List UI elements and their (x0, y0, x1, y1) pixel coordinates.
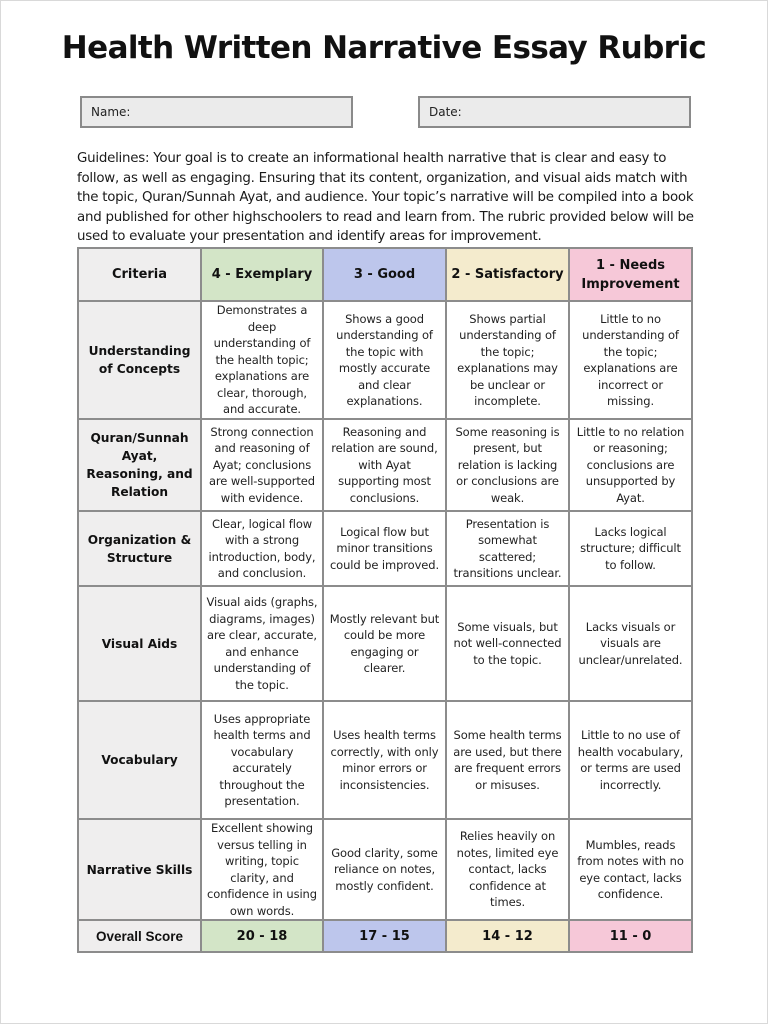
cell-satisfactory: Shows partial understanding of the topic; explanations may be unclear or incomplete. (446, 301, 569, 419)
cell-needs-improvement: Lacks logical structure; difficult to follow. (569, 511, 692, 586)
cell-satisfactory: Some reasoning is present, but relation is lacking or conclusions are weak. (446, 419, 569, 511)
criterion-organization: Organization & Structure (78, 511, 201, 586)
cell-satisfactory: Some health terms are used, but there are frequent errors or misuses. (446, 701, 569, 819)
cell-good: Mostly relevant but could be more engaging or clearer. (323, 586, 446, 701)
header-criteria: Criteria (78, 248, 201, 301)
cell-good: Logical flow but minor transitions could be improved. (323, 511, 446, 586)
criterion-quran-sunnah: Quran/Sunnah Ayat, Reasoning, and Relation (78, 419, 201, 511)
table-row (78, 586, 692, 701)
table-row (78, 701, 692, 819)
score-needs-improvement: 11 - 0 (569, 920, 692, 952)
table-row (78, 511, 692, 586)
header-satisfactory: 2 - Satisfactory (446, 248, 569, 301)
score-good: 17 - 15 (323, 920, 446, 952)
rubric-table (77, 247, 693, 953)
cell-needs-improvement: Little to no use of health vocabulary, or terms are used incorrectly. (569, 701, 692, 819)
cell-exemplary: Strong connection and reasoning of Ayat; conclusions are well-supported with evidence. (201, 419, 323, 511)
cell-exemplary: Excellent showing versus telling in writing, topic clarity, and confidence in using own words. (201, 819, 323, 920)
score-exemplary: 20 - 18 (201, 920, 323, 952)
table-row (78, 819, 692, 920)
criterion-narrative-skills: Narrative Skills (78, 819, 201, 920)
criterion-understanding: Understanding of Concepts (78, 301, 201, 419)
cell-good: Good clarity, some reliance on notes, mostly confident. (323, 819, 446, 920)
cell-exemplary: Demonstrates a deep understanding of the health topic; explanations are clear, thorough, and accurate. (201, 301, 323, 419)
cell-exemplary: Uses appropriate health terms and vocabulary accurately throughout the presentation. (201, 701, 323, 819)
name-field[interactable]: Name: (80, 96, 353, 128)
table-row (78, 419, 692, 511)
cell-good: Shows a good understanding of the topic with mostly accurate and clear explanations. (323, 301, 446, 419)
criterion-visual-aids: Visual Aids (78, 586, 201, 701)
overall-score-label: Overall Score (78, 920, 201, 952)
header-good: 3 - Good (323, 248, 446, 301)
cell-needs-improvement: Little to no understanding of the topic; explanations are incorrect or missing. (569, 301, 692, 419)
cell-needs-improvement: Lacks visuals or visuals are unclear/unrelated. (569, 586, 692, 701)
criterion-vocabulary: Vocabulary (78, 701, 201, 819)
cell-satisfactory: Some visuals, but not well-connected to the topic. (446, 586, 569, 701)
cell-needs-improvement: Mumbles, reads from notes with no eye contact, lacks confidence. (569, 819, 692, 920)
date-field[interactable]: Date: (418, 96, 691, 128)
header-exemplary: 4 - Exemplary (201, 248, 323, 301)
cell-satisfactory: Presentation is somewhat scattered; transitions unclear. (446, 511, 569, 586)
cell-satisfactory: Relies heavily on notes, limited eye contact, lacks confidence at times. (446, 819, 569, 920)
header-row (78, 248, 692, 301)
guidelines-text: Guidelines: Your goal is to create an informational health narrative that is clear and easy to follow, as well as engaging. Ensuring that its content, organization, and visual aids match with the topic, Quran/Sunnah Ayat, and audience. Your topic’s narrative will be compiled into a book and published for other highschoolers to read and learn from. The rubric provided below will be used to evaluate your presentation and identify areas for improvement. (77, 151, 694, 245)
cell-good: Uses health terms correctly, with only minor errors or inconsistencies. (323, 701, 446, 819)
score-satisfactory: 14 - 12 (446, 920, 569, 952)
cell-exemplary: Visual aids (graphs, diagrams, images) are clear, accurate, and enhance understanding of the topic. (201, 586, 323, 701)
cell-good: Reasoning and relation are sound, with Ayat supporting most conclusions. (323, 419, 446, 511)
cell-exemplary: Clear, logical flow with a strong introduction, body, and conclusion. (201, 511, 323, 586)
cell-needs-improvement: Little to no relation or reasoning; conclusions are unsupported by Ayat. (569, 419, 692, 511)
header-needs-improvement: 1 - Needs Improvement (569, 248, 692, 301)
page-title: Health Written Narrative Essay Rubric (61, 30, 707, 66)
overall-score-row (78, 920, 692, 952)
table-row (78, 301, 692, 419)
